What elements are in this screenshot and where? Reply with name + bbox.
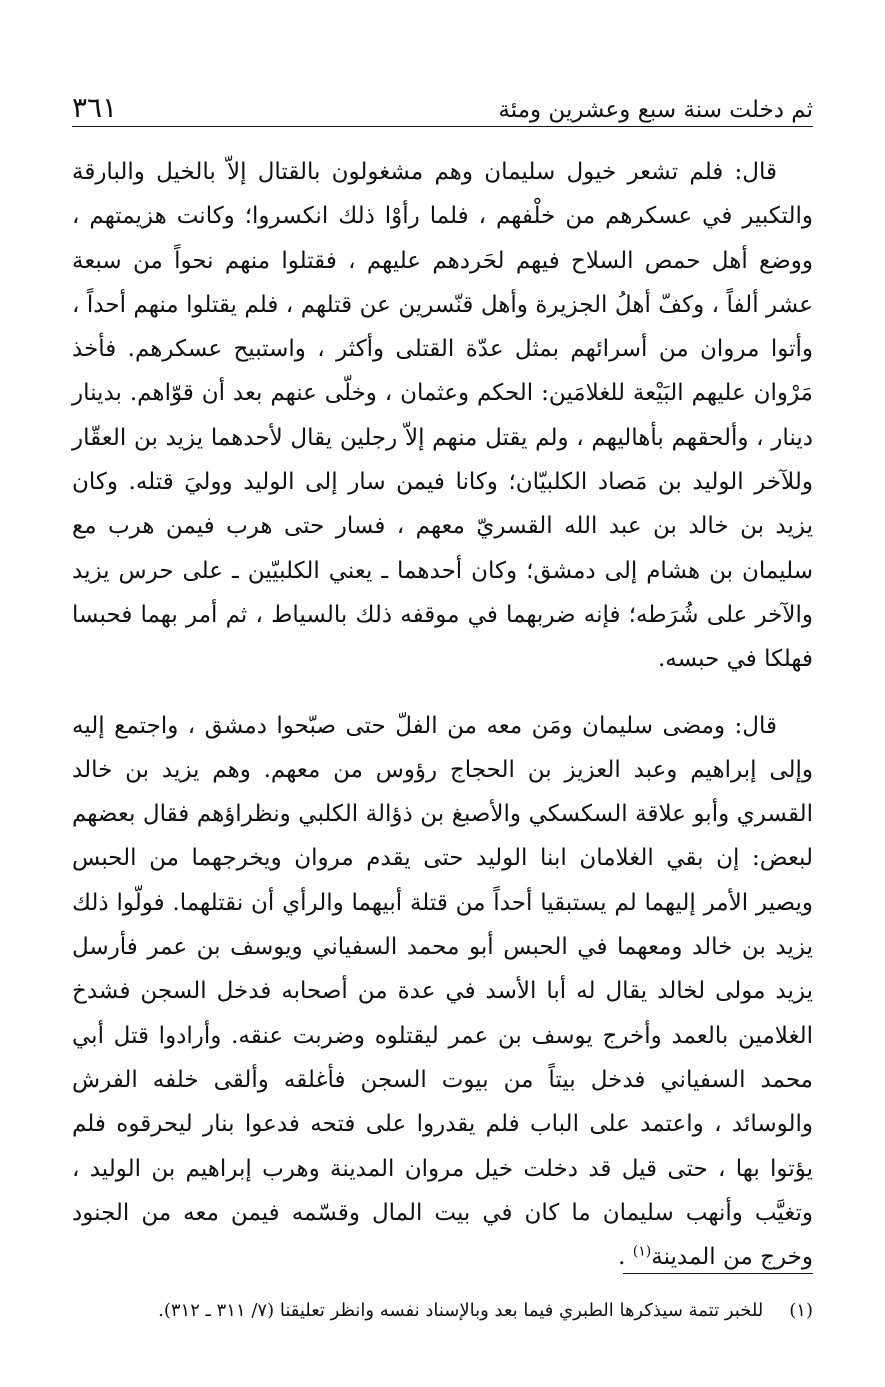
paragraph-2 [72,704,813,1280]
footnote-number: (١) [789,1300,813,1321]
paragraph-1: قال: فلم تشعر خيول سليمان وهم مشغولون بالقتال إلاّ بالخيل والبارقة والتكبير في عسكرهم من خلْفهم ، فلما رأوْا ذلك انكسروا؛ وكانت هزيمتهم ، ووضع أهل حمص السلاح فيهم لحَردهم عليهم ، فقتلوا منهم نحواً من سبعة عشر ألفاً ، وكفّ أهلُ الجزيرة وأهل قنّسرين عن قتلهم ، فلم يقتلوا منهم أحداً ، وأتوا مروان من أسرائهم بمثل عدّة القتلى وأكثر ، واستبيح عسكرهم. فأخذ مَرْوان عليهم البَيْعة للغلامَين: الحكم وعثمان ، وخلّى عنهم بعد أن قوّاهم. بدينار دينار ، وألحقهم بأهاليهم ، ولم يقتل منهم إلاّ رجلين يقال لأحدهما يزيد بن العقّار وللآخر الوليد بن مَصاد الكلبيّان؛ وكانا فيمن سار إلى الوليد ووليَ قتله. وكان يزيد بن خالد بن عبد الله القسريّ معهم ، فسار حتى هرب فيمن هرب مع سليمان بن هشام إلى دمشق؛ وكان أحدهما ـ يعني الكلبيّين ـ على حرس يزيد والآخر على شُرَطه؛ فإنه ضربهما في موقفه ذلك بالسياط ، ثم أمر بهما فحبسا فهلكا في حبسه. [72,159,813,673]
paragraph-2-text: قال: ومضى سليمان ومَن معه من الفلّ حتى صبّحوا دمشق ، واجتمع إليه وإلى إبراهيم وعبد العزيز بن الحجاج رؤوس من معهم. وهم يزيد بن خالد القسري وأبو علاقة السكسكي والأصبغ بن ذؤالة الكلبي ونظراؤهم فقال بعضهم لبعض: إن بقي الغلامان ابنا الوليد حتى يقدم مروان ويخرجهما من الحبس ويصير الأمر إليهما لم يستبقيا أحداً من قتلة أبيهما والرأي أن نقتلهما. فولّوا ذلك يزيد بن خالد ومعهما في الحبس أبو محمد السفياني ويوسف بن عمر فأرسل يزيد مولى لخالد يقال له أبا الأسد في عدة من أصحابه فدخل السجن فشدخ الغلامين بالعمد وأخرج يوسف بن عمر ليقتلوه وضربت عنقه. وأرادوا قتل أبي محمد السفياني فدخل بيتاً من بيوت السجن فأغلقه وألقى خلفه الفرش والوسائد ، واعتمد على الباب فلم يقدروا على فتحه فدعوا بنار ليحرقوه فلم يؤتوا بها ، حتى قيل قد دخلت خيل مروان المدينة وهرب إبراهيم بن الوليد ، وتغيَّب وأنهب سليمان ما كان في بيت المال وقسّمه فيمن معه من الجنود وخرج من المدينة [72,712,813,1271]
running-title: ثم دخلت سنة سبع وعشرين ومئة [498,97,813,123]
footnote-text: للخبر تتمة سيذكرها الطبري فيما بعد وبالإسناد نفسه وانظر تعليقنا (٧/ ٣١١ ـ ٣١٢). [158,1300,764,1321]
paragraph-2-end: . [618,1244,633,1271]
body-text [72,150,813,1279]
page-number: ٣٦١ [72,91,118,124]
footnote [72,1298,813,1324]
footnote-reference: (١) [632,1243,652,1260]
page-header [72,74,813,127]
footnote-divider [623,1273,813,1274]
